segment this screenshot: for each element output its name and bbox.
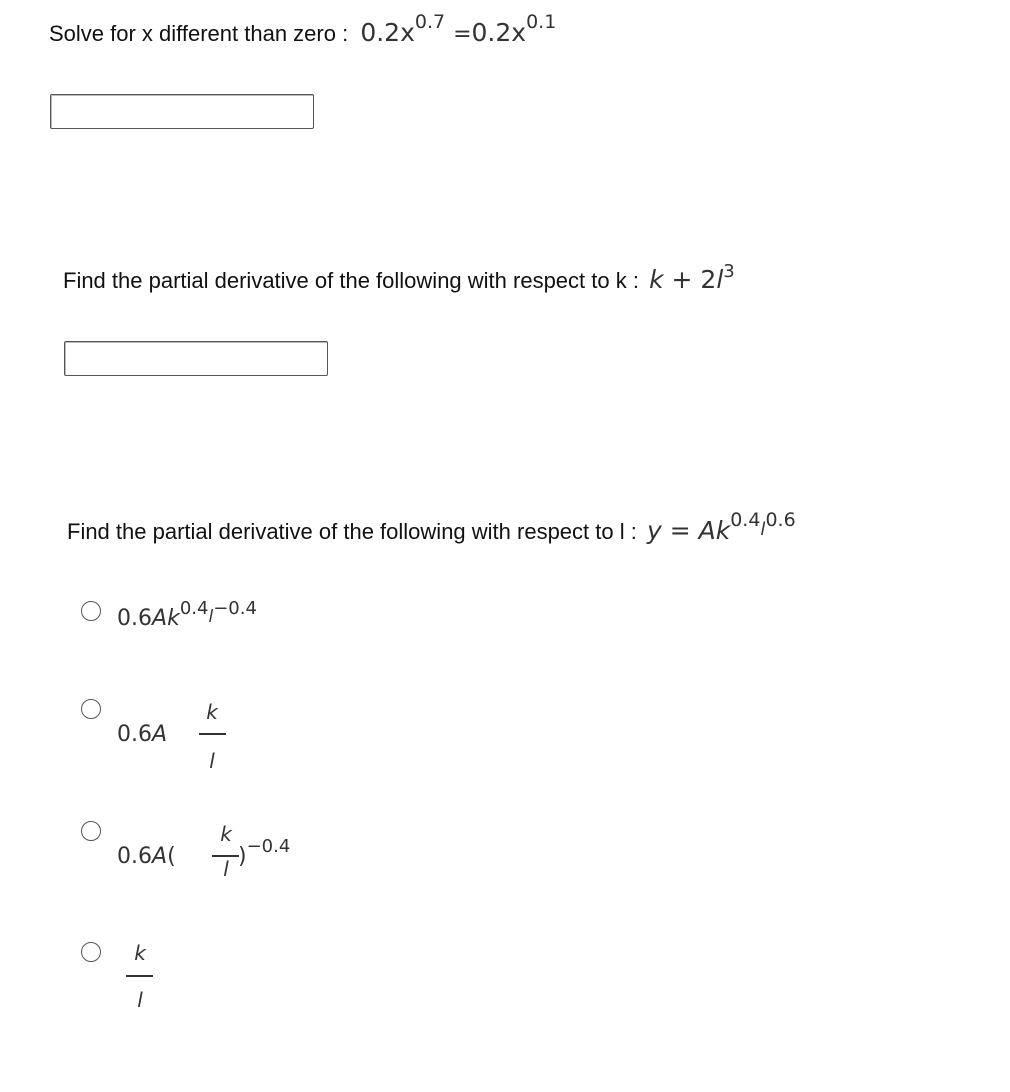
option-4-radio[interactable] [81,942,101,962]
question-1 [49,11,557,47]
question-3-expression: $y = Ak^{0.4}l^{0.6}$ [646,509,796,545]
option-3-expression-right: )$^{-0.4}$ [238,836,291,869]
question-1-equation: $0.2x^{0.7} =0.2x^{0.1}$ [360,11,557,47]
question-2-prompt: Find the partial derivative of the following with respect to k : [63,268,639,293]
option-1-expression: $0.6Ak^{0.4}l^{-0.4}$ [117,598,257,631]
option-2-expression: 0.6A [117,722,168,747]
option-2-numerator: k [206,700,218,724]
question-2-expression: $k + 2l^3$ [649,261,735,294]
option-3-denominator: l [223,857,229,881]
option-4-numerator: k [134,941,146,965]
question-1-answer-input[interactable] [50,94,314,129]
question-2 [63,261,735,294]
question-1-prompt: Solve for x different than zero : [49,21,349,46]
option-2-denominator: l [209,749,215,773]
option-2-fraction-bar [199,733,226,735]
question-3-prompt: Find the partial derivative of the following with respect to l : [67,519,637,544]
option-4-denominator: l [137,988,143,1012]
option-1-radio[interactable] [81,601,101,621]
option-2-radio[interactable] [81,699,101,719]
option-4-fraction-bar [126,975,153,977]
question-3 [67,509,796,545]
option-3-radio[interactable] [81,821,101,841]
option-3-numerator: k [220,822,232,846]
question-2-answer-input[interactable] [64,341,328,376]
option-3-expression-left: 0.6A( [117,844,176,869]
